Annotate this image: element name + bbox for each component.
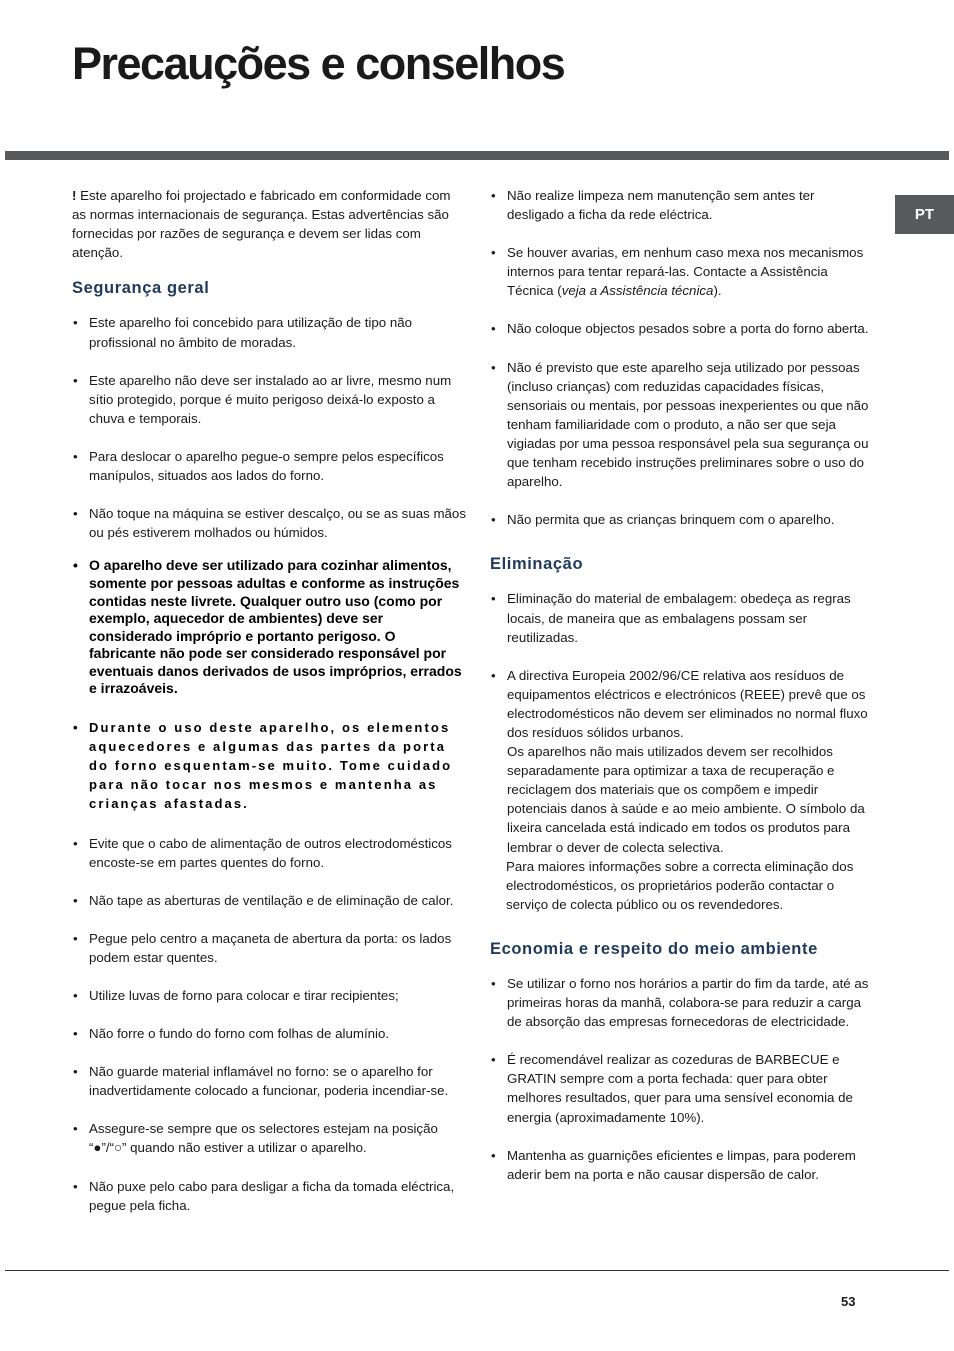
list-item-text: Não puxe pelo cabo para desligar a ficha da tomada eléctrica, pegue pela ficha.	[89, 1178, 455, 1213]
list-item-text: Para maiores informações sobre a correcta eliminação dos electrodomésticos, os proprietários poderão contactar o serviço de colecta público ou os revendedores.	[506, 858, 854, 912]
list-item	[72, 1062, 466, 1100]
list-item-text: Se houver avarias, em nenhum caso mexa nos mecanismos internos para tentar repará-las. Contacte a Assistência Técnica (	[507, 245, 864, 299]
warning-mark: !	[72, 188, 77, 203]
bullet-icon: •	[73, 988, 78, 1003]
general-list-continued	[490, 186, 870, 529]
bullet-icon: •	[491, 245, 496, 261]
footer-rule	[5, 1270, 949, 1271]
list-item-text: Não coloque objectos pesados sobre a porta do forno aberta.	[507, 321, 869, 337]
list-item-text: ).	[713, 283, 722, 299]
page-number: 53	[841, 1294, 856, 1309]
bullet-icon: •	[73, 506, 78, 522]
list-item-text: O aparelho deve ser utilizado para cozinhar alimentos, somente por pessoas adultas e conforme as instruções contidas neste livrete. Qualquer outro uso (como por exemplo, aquecedor de ambientes) deve ser considerado impróprio e portanto perigoso. O fabricante não pode ser considerado responsável por eventuais danos derivados de usos impróprios, errados e irrazoáveis.	[89, 557, 462, 697]
list-item-text: Não é previsto que este aparelho seja utilizado por pessoas (incluso crianças) com reduzidas capacidades físicas, sensoriais ou mentais, por pessoas inexperientes ou que não tenham familiaridade com o produto, a não ser que seja vigiadas por uma pessoa responsável pela sua segurança ou que tenham recebido instruções preliminares sobre o uso do aparelho.	[507, 359, 869, 490]
bullet-icon: •	[491, 591, 496, 607]
list-item-text: Pegue pelo centro a maçaneta de abertura da porta: os lados podem estar quentes.	[89, 930, 452, 965]
list-item-text: Utilize luvas de forno para colocar e tirar recipientes;	[89, 988, 399, 1003]
intro-warning	[72, 186, 466, 262]
right-column	[490, 186, 870, 1203]
list-item-text: Não tape as aberturas de ventilação e de eliminação de calor.	[89, 892, 454, 908]
list-item	[490, 974, 870, 1031]
list-item-text: Se utilizar o forno nos horários a partir do fim da tarde, até as primeiras horas da manhã, colabora-se para reduzir a carga de absorção das empresas fornecedoras de electricidade.	[507, 976, 869, 1030]
bullet-icon: •	[73, 1026, 78, 1042]
bullet-icon: •	[73, 835, 78, 851]
seguranca-list	[72, 313, 466, 1214]
bullet-icon: •	[73, 1064, 78, 1080]
list-item	[72, 1024, 466, 1043]
list-item	[490, 243, 870, 300]
list-item-text: Durante o uso deste aparelho, os elementos aquecedores e algumas das partes da porta do forno esquentam-se muito. Tome cuidado para não tocar nos mesmos e mantenha as crianças afastadas.	[89, 720, 453, 812]
list-item	[490, 186, 870, 224]
page-title: Precauções e conselhos	[72, 38, 565, 89]
bullet-icon: •	[491, 188, 496, 203]
bullet-icon: •	[491, 1052, 496, 1068]
list-item	[490, 510, 870, 529]
list-item	[490, 319, 870, 338]
section-heading-eliminacao: Eliminação	[490, 555, 584, 574]
list-item-text: Não realize limpeza nem manutenção sem antes ter desligado a ficha da rede eléctrica.	[507, 188, 815, 223]
bullet-icon: •	[73, 720, 80, 736]
bullet-icon: •	[491, 667, 496, 683]
list-item-warning	[72, 557, 466, 698]
left-column	[72, 186, 466, 1234]
list-item	[72, 986, 466, 1005]
list-item-text: Este aparelho não deve ser instalado ao ar livre, mesmo num sítio protegido, porque é muito perigoso deixá-lo exposto a chuva e temporais.	[89, 372, 452, 426]
list-item	[72, 834, 466, 872]
language-tab: PT	[895, 195, 954, 234]
bullet-icon: •	[73, 372, 78, 388]
bullet-icon: •	[73, 930, 78, 946]
list-item-text: Assegure-se sempre que os selectores estejam na posição “●”/“○” quando não estiver a utilizar o aparelho.	[89, 1121, 438, 1156]
list-item	[490, 666, 870, 914]
list-item	[72, 447, 466, 485]
bullet-icon: •	[73, 892, 78, 908]
section-heading-seguranca: Segurança geral	[72, 279, 210, 298]
bullet-icon: •	[73, 1121, 78, 1137]
bullet-icon: •	[491, 359, 496, 375]
bullet-icon: •	[491, 321, 496, 337]
bullet-icon: •	[491, 1147, 496, 1163]
list-item-text: Este aparelho foi concebido para utilização de tipo não profissional no âmbito de moradas.	[89, 315, 413, 350]
bullet-icon: •	[491, 976, 496, 991]
list-item-text: Para deslocar o aparelho pegue-o sempre pelos específicos manípulos, situados aos lados do forno.	[89, 448, 444, 484]
list-item-text: A directiva Europeia 2002/96/CE relativa aos resíduos de equipamentos eléctricos e electrónicos (REEE) prevê que os electrodomésticos não devem ser eliminados no normal fluxo dos resíduos sólidos urbanos.	[507, 667, 868, 740]
list-item	[72, 1177, 466, 1215]
list-item	[72, 929, 466, 967]
cross-reference: veja a Assistência técnica	[561, 283, 714, 299]
list-item-text: Mantenha as guarnições eficientes e limpas, para poderem aderir bem na porta e não causar dispersão de calor.	[507, 1147, 856, 1182]
list-item-text: Evite que o cabo de alimentação de outros electrodomésticos encoste-se em partes quentes do forno.	[89, 835, 452, 870]
list-item-text: Não guarde material inflamável no forno: se o aparelho for inadvertidamente colocado a funcionar, poderia incendiar-se.	[89, 1064, 449, 1099]
list-item	[490, 1146, 870, 1184]
bullet-icon: •	[491, 512, 496, 528]
list-item-text: Não permita que as crianças brinquem com o aparelho.	[507, 512, 835, 528]
economia-list	[490, 974, 870, 1184]
list-item	[72, 313, 466, 351]
list-item	[490, 1050, 870, 1126]
list-item	[490, 589, 870, 646]
list-item	[72, 371, 466, 428]
header-rule	[5, 151, 949, 160]
bullet-icon: •	[73, 315, 78, 331]
bullet-icon: •	[73, 1178, 78, 1194]
list-item-text: Não toque na máquina se estiver descalço, ou se as suas mãos ou pés estiverem molhados ou húmidos.	[89, 506, 466, 541]
intro-text: Este aparelho foi projectado e fabricado em conformidade com as normas internacionais de segurança. Estas advertências são fornecidas por razões de segurança e devem ser lidas com atenção.	[72, 188, 451, 261]
list-item	[72, 1119, 466, 1157]
bullet-icon: •	[73, 557, 78, 574]
list-item	[72, 891, 466, 910]
eliminacao-list	[490, 589, 870, 914]
section-heading-economia: Economia e respeito do meio ambiente	[490, 939, 818, 958]
list-item-text: Eliminação do material de embalagem: obedeça as regras locais, de maneira que as embalagens possam ser reutilizadas.	[507, 591, 851, 645]
list-item	[490, 358, 870, 492]
list-item-warning	[72, 718, 466, 813]
list-item-text: Não forre o fundo do forno com folhas de alumínio.	[89, 1026, 390, 1042]
bullet-icon: •	[73, 448, 78, 464]
list-item-text: É recomendável realizar as cozeduras de BARBECUE e GRATIN sempre com a porta fechada: quer para obter melhores resultados, quer para uma sensível economia de energia (aproximadamente 10%).	[507, 1052, 853, 1125]
list-item	[72, 504, 466, 542]
list-item-text: Os aparelhos não mais utilizados devem ser recolhidos separadamente para optimizar a taxa de recuperação e reciclagem dos materiais que os compõem e impedir potenciais danos à saúde e ao meio ambiente. O símbolo da lixeira cancelada está indicado em todos os produtos para lembrar o dever de colecta selectiva.	[507, 744, 865, 855]
